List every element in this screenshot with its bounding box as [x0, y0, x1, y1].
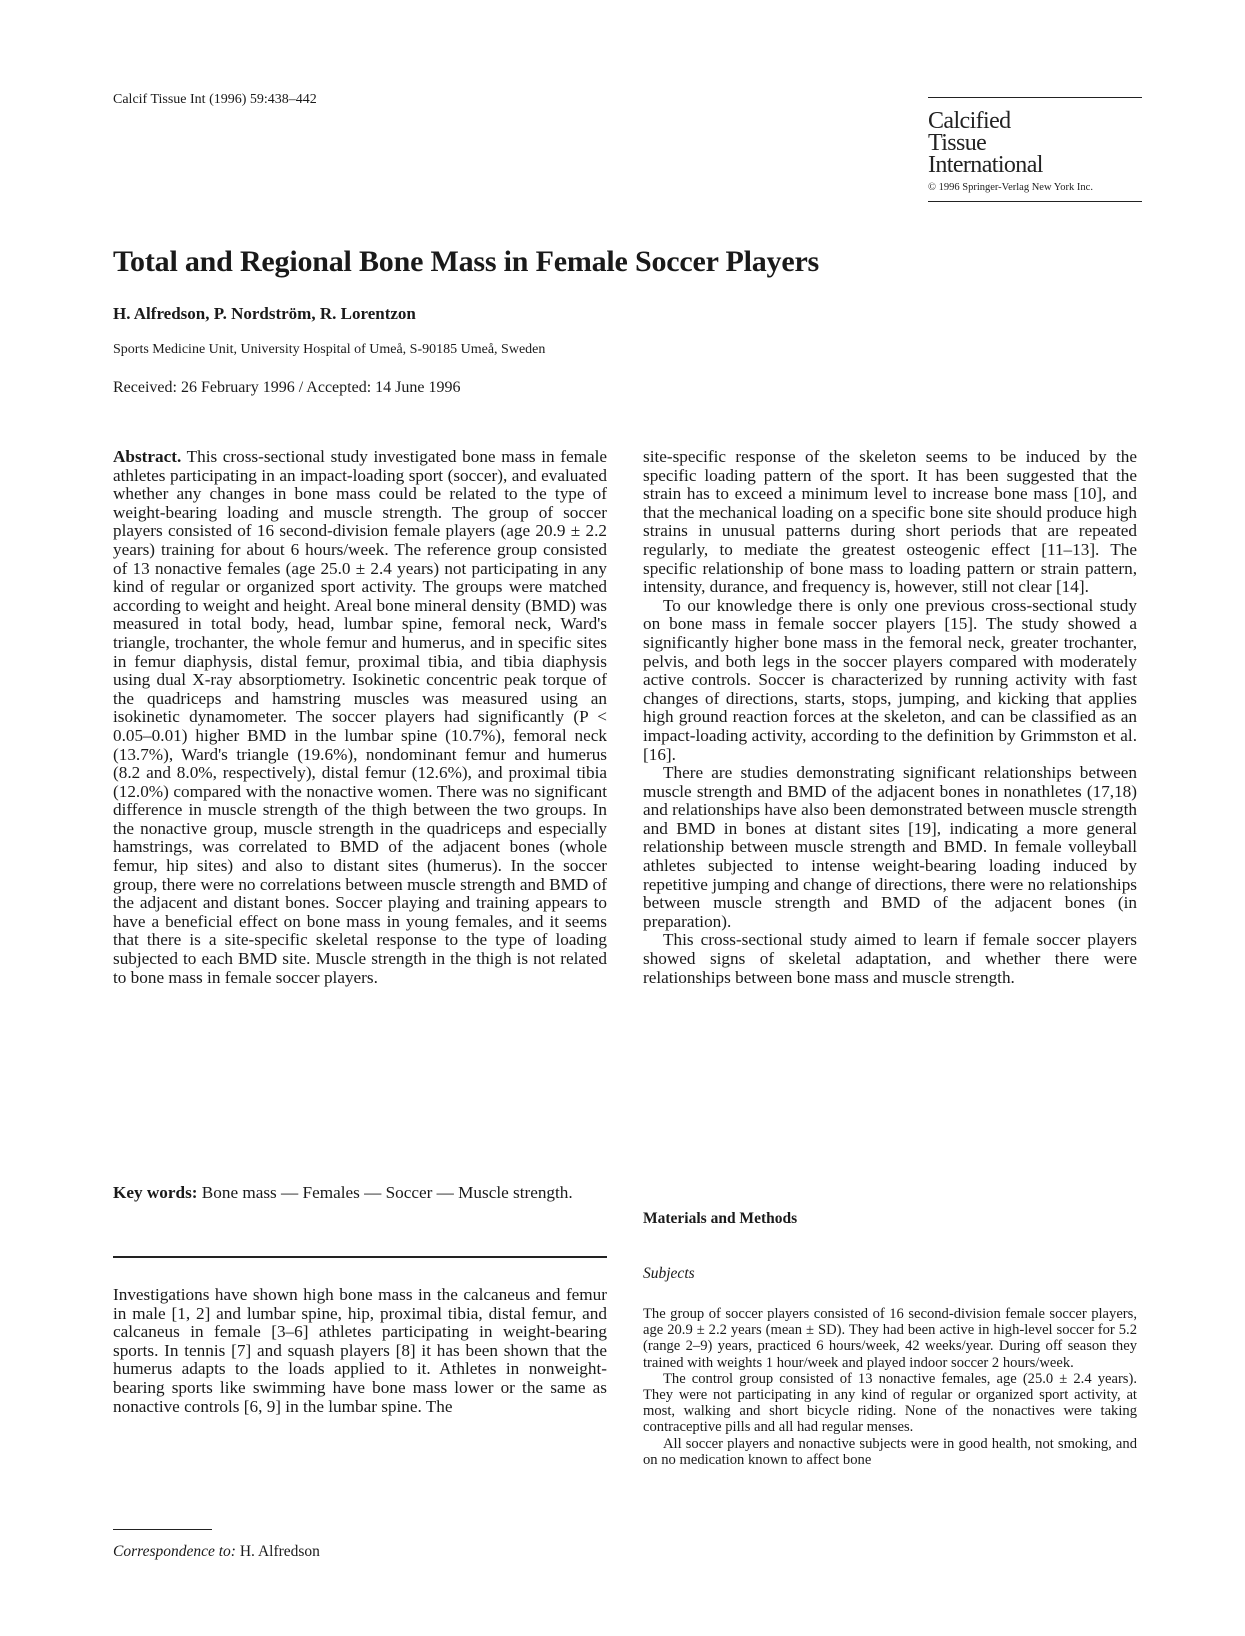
- introduction-left: [113, 1286, 607, 1416]
- intro-paragraph-3: There are studies demonstrating significant relationships between muscle strength and BMD of the adjacent bones in nonathletes (17,18) and relationships have also been demonstrated between muscle strength and BMD in bones at distant sites [19], indicating a more general relationship between muscle strength and BMD. In female volleyball athletes subjected to intense weight-bearing loading induced by repetitive jumping and change of directions, there were no relationships between muscle strength and BMD of the adjacent bones (in preparation).: [643, 763, 1137, 931]
- journal-citation: Calcif Tissue Int (1996) 59:438–442: [113, 92, 317, 107]
- intro-paragraph-4: This cross-sectional study aimed to learn if female soccer players showed signs of skeletal adaptation, and whether there were relationships between bone mass and muscle strength.: [643, 930, 1137, 987]
- footnote-divider: [113, 1529, 212, 1530]
- section-heading-methods: Materials and Methods: [643, 1210, 798, 1227]
- keywords-text: Bone mass — Females — Soccer — Muscle strength.: [197, 1183, 573, 1202]
- journal-logo-box: [928, 97, 1142, 202]
- author-list: H. Alfredson, P. Nordström, R. Lorentzon: [113, 304, 416, 323]
- introduction-right: [643, 448, 1137, 987]
- methods-paragraph-2: The control group consisted of 13 nonactive females, age (25.0 ± 2.4 years). They were not participating in any kind of regular or organized sport activity, at most, walking and short bicycle riding. None of the nonactives were taking contraceptive pills and all had regular menses.: [643, 1370, 1137, 1436]
- abstract-text: This cross-sectional study investigated bone mass in female athletes participating in an impact-loading sport (soccer), and evaluated whether any changes in bone mass could be related to the type of weight-bearing loading and muscle strength. The group of soccer players consisted of 16 second-division female players (age 20.9 ± 2.2 years) training for about 6 hours/week. The reference group consisted of 13 nonactive females (age 25.0 ± 2.4 years) not participating in any kind of regular or organized sport activity. The groups were matched according to weight and height. Areal bone mineral density (BMD) was measured in total body, head, lumbar spine, femoral neck, Ward's triangle, trochanter, the whole femur and humerus, and in specific sites in femur diaphysis, distal femur, proximal tibia, and tibia diaphysis using dual X-ray absorptiometry. Isokinetic concentric peak torque of the quadriceps and hamstring muscles was measured using an isokinetic dynamometer. The soccer players had significantly (P < 0.05–0.01) higher BMD in the lumbar spine (10.7%), femoral neck (13.7%), Ward's triangle (19.6%), nondominant femur and humerus (8.2 and 8.0%, respectively), distal femur (12.6%), and proximal tibia (12.0%) compared with the nonactive women. There was no significant difference in muscle strength of the thigh between the two groups. In the nonactive group, muscle strength in the quadriceps and especially hamstrings, was correlated to BMD of the adjacent bones (whole femur, hip sites) and also to distant sites (humerus). In the soccer group, there were no correlations between muscle strength and BMD of the adjacent and distant bones. Soccer playing and training appears to have a beneficial effect on bone mass in young females, and it seems that there is a site-specific skeletal response to the type of loading subjected to each BMD site. Muscle strength in the thigh is not related to bone mass in female soccer players.: [113, 447, 607, 987]
- methods-subjects: [643, 1306, 1137, 1468]
- intro-paragraph-1: site-specific response of the skeleton seems to be induced by the specific loading pattern of the sport. It has been suggested that the strain has to exceed a minimum level to increase bone mass [10], and that the mechanical loading on a specific bone site should produce high strains in unusual patterns during short periods that are repeated regularly, to mediate the greatest osteogenic effect [11–13]. The specific relationship of bone mass to loading pattern or strain pattern, intensity, durance, and frequency is, however, still not clear [14].: [643, 447, 1137, 597]
- journal-logo: [928, 110, 1142, 176]
- copyright-notice: © 1996 Springer-Verlag New York Inc.: [928, 182, 1093, 193]
- methods-paragraph-3: All soccer players and nonactive subjects were in good health, not smoking, and on no medication known to affect bone: [643, 1435, 1137, 1468]
- journal-logo-line-1: Calcified: [928, 108, 1011, 134]
- keywords: [113, 1184, 607, 1203]
- subsection-heading-subjects: Subjects: [643, 1265, 695, 1282]
- intro-paragraph-2: To our knowledge there is only one previous cross-sectional study on bone mass in female soccer players [15]. The study showed a significantly higher bone mass in the femoral neck, greater trochanter, pelvis, and both legs in the soccer players compared with moderately active controls. Soccer is characterized by running activity with fast changes of directions, starts, stops, jumping, and kicking that applies high ground reaction forces at the skeleton, and can be classified as an impact-loading activity, according to the definition by Grimmston et al. [16].: [643, 595, 1137, 764]
- affiliation: Sports Medicine Unit, University Hospital of Umeå, S-90185 Umeå, Sweden: [113, 342, 546, 357]
- paper-title: Total and Regional Bone Mass in Female Soccer Players: [113, 245, 820, 278]
- journal-logo-line-2: Tissue: [928, 130, 987, 156]
- correspondence-note: [113, 1543, 320, 1561]
- journal-logo-line-3: International: [928, 152, 1043, 178]
- intro-paragraph: Investigations have shown high bone mass in the calcaneus and femur in male [1, 2] and lumbar spine, hip, proximal tibia, distal femur, and calcaneus in female [3–6] athletes participating in weight-bearing sports. In tennis [7] and squash players [8] it has been shown that the humerus adapts to the loads applied to it. Athletes in nonweight-bearing sports like swimming have bone mass lower or the same as nonactive controls [6, 9] in the lumbar spine. The: [113, 1285, 607, 1416]
- received-accepted-dates: Received: 26 February 1996 / Accepted: 14 June 1996: [113, 379, 461, 396]
- correspondence-label: Correspondence to:: [113, 1543, 236, 1560]
- abstract-label: Abstract.: [113, 447, 182, 466]
- methods-paragraph-1: The group of soccer players consisted of 16 second-division female soccer players, age 20.9 ± 2.2 years (mean ± SD). They had been active in high-level soccer for 5.2 (range 2–9) years, practiced 6 hours/week, 42 weeks/year. During off season they trained with weights 1 hour/week and played indoor soccer 2 hours/week.: [643, 1306, 1137, 1371]
- keywords-label: Key words:: [113, 1183, 198, 1202]
- abstract: [113, 448, 607, 987]
- abstract-divider: [113, 1256, 607, 1258]
- correspondence-name: H. Alfredson: [235, 1543, 320, 1560]
